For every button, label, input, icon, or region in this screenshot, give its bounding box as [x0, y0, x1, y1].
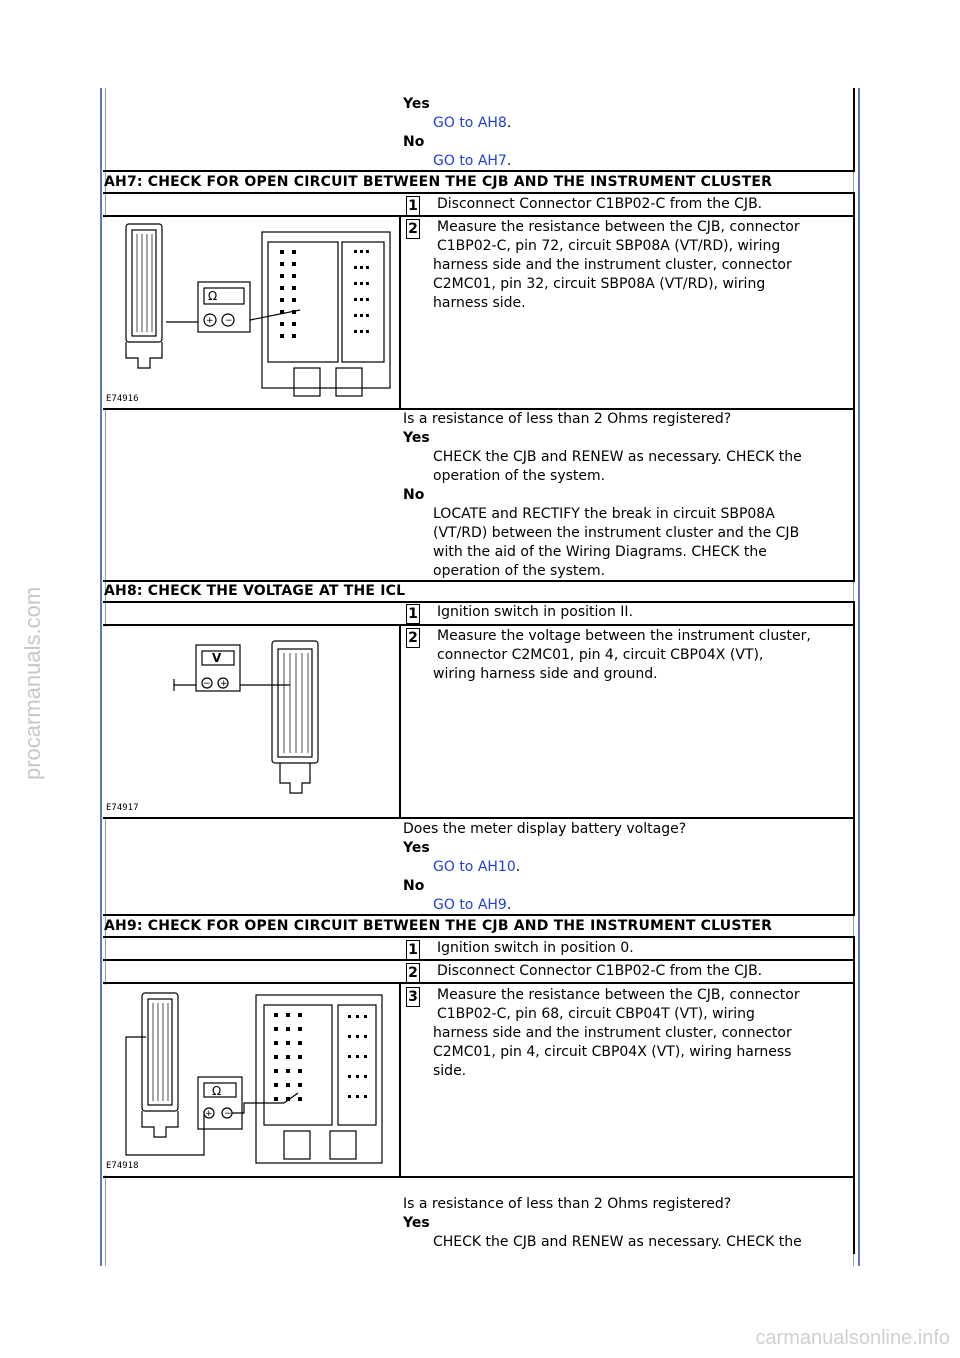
figure-ah9 — [104, 985, 398, 1175]
yes-label: Yes — [403, 96, 430, 112]
no-label: No — [403, 487, 425, 503]
step-text: harness side and the instrument cluster, connector — [433, 1025, 792, 1041]
svg-text:−: − — [203, 679, 211, 689]
step-number: 1 — [406, 940, 420, 960]
row-divider — [103, 1176, 855, 1178]
right-margin-rule — [858, 88, 860, 1266]
row-divider — [103, 982, 855, 984]
yes-label: Yes — [403, 1215, 430, 1231]
svg-text:−: − — [225, 316, 233, 326]
cell-border — [853, 601, 855, 625]
no-label: No — [403, 134, 425, 150]
no-text: operation of the system. — [433, 563, 606, 579]
figure-ah7 — [104, 218, 398, 408]
figure-code: E74916 — [106, 394, 139, 404]
svg-text:−: − — [224, 1109, 232, 1119]
yes-label: Yes — [403, 840, 430, 856]
side-watermark: procarmanuals.com — [20, 586, 45, 780]
section-title-ah7: AH7: CHECK FOR OPEN CIRCUIT BETWEEN THE CJB AND THE INSTRUMENT CLUSTER — [104, 174, 773, 190]
yes-text: CHECK the CJB and RENEW as necessary. CHECK the — [433, 449, 802, 465]
cell-border — [399, 624, 401, 818]
step-number: 3 — [406, 987, 420, 1007]
goto-ah8-link[interactable]: GO to AH8 — [433, 115, 507, 131]
cell-border — [853, 936, 855, 960]
row-divider — [103, 624, 855, 626]
cell-border — [853, 959, 855, 983]
row-divider — [103, 936, 855, 938]
wiring-diagram-illustration — [104, 218, 398, 408]
row-divider — [103, 817, 855, 819]
cell-border — [853, 624, 855, 818]
step-text: Ignition switch in position II. — [437, 604, 634, 620]
figure-code: E74918 — [106, 1161, 139, 1171]
wiring-diagram-illustration — [104, 627, 398, 817]
step-number: 2 — [406, 628, 420, 648]
meter-symbol: Ω — [212, 1084, 222, 1098]
step-text: Measure the voltage between the instrument cluster, — [437, 628, 811, 644]
meter-symbol: Ω — [208, 289, 218, 303]
cell-border — [399, 982, 401, 1176]
figure-ah8 — [104, 627, 398, 817]
question-text: Is a resistance of less than 2 Ohms registered? — [403, 1196, 732, 1212]
cell-border — [853, 408, 855, 580]
section-title-ah8: AH8: CHECK THE VOLTAGE AT THE ICL — [104, 583, 406, 599]
cell-border — [399, 215, 401, 409]
step-text: Disconnect Connector C1BP02-C from the CJB. — [437, 963, 763, 979]
step-text: connector C2MC01, pin 4, circuit CBP04X (VT), — [437, 647, 764, 663]
yes-label: Yes — [403, 430, 430, 446]
cell-border — [853, 88, 855, 170]
meter-symbol: V — [212, 651, 222, 665]
row-divider — [103, 192, 855, 194]
goto-ah7-link[interactable]: GO to AH7 — [433, 153, 507, 169]
yes-text: CHECK the CJB and RENEW as necessary. CHECK the — [433, 1234, 802, 1250]
section-title-ah9: AH9: CHECK FOR OPEN CIRCUIT BETWEEN THE CJB AND THE INSTRUMENT CLUSTER — [104, 918, 773, 934]
step-number: 1 — [406, 604, 420, 624]
no-text: (VT/RD) between the instrument cluster and the CJB — [433, 525, 800, 541]
svg-text:+: + — [206, 316, 214, 326]
step-text: Disconnect Connector C1BP02-C from the CJB. — [437, 196, 763, 212]
cell-border — [853, 192, 855, 216]
step-number: 2 — [406, 963, 420, 983]
step-number: 1 — [406, 196, 420, 216]
footer-watermark: carmanualsonline.info — [755, 1327, 950, 1349]
goto-ah9-link[interactable]: GO to AH9 — [433, 897, 507, 913]
svg-text:+: + — [205, 1109, 213, 1119]
step-text: C1BP02-C, pin 72, circuit SBP08A (VT/RD), wiring — [437, 238, 781, 254]
left-margin-rule — [100, 88, 102, 1266]
wiring-diagram-illustration — [104, 985, 398, 1175]
yes-text: operation of the system. — [433, 468, 606, 484]
no-text: with the aid of the Wiring Diagrams. CHECK the — [433, 544, 767, 560]
no-label: No — [403, 878, 425, 894]
goto-ah10-link[interactable]: GO to AH10 — [433, 859, 516, 875]
step-text: side. — [433, 1063, 467, 1079]
step-text: harness side and the instrument cluster, connector — [433, 257, 792, 273]
step-number: 2 — [406, 219, 420, 239]
row-divider — [103, 215, 855, 217]
step-text: Ignition switch in position 0. — [437, 940, 634, 956]
cell-border — [853, 817, 855, 915]
step-text: Measure the resistance between the CJB, connector — [437, 987, 800, 1003]
step-text: C2MC01, pin 4, circuit CBP04X (VT), wiring harness — [433, 1044, 792, 1060]
step-text: C2MC01, pin 32, circuit SBP08A (VT/RD), wiring — [433, 276, 766, 292]
cell-border — [853, 215, 855, 409]
question-text: Does the meter display battery voltage? — [403, 821, 687, 837]
step-text: wiring harness side and ground. — [433, 666, 658, 682]
no-text: LOCATE and RECTIFY the break in circuit SBP08A — [433, 506, 775, 522]
cell-border — [853, 1176, 855, 1254]
cell-border — [853, 982, 855, 1176]
question-text: Is a resistance of less than 2 Ohms registered? — [403, 411, 732, 427]
figure-code: E74917 — [106, 803, 139, 813]
step-text: C1BP02-C, pin 68, circuit CBP04T (VT), wiring — [437, 1006, 755, 1022]
step-text: Measure the resistance between the CJB, connector — [437, 219, 800, 235]
row-divider — [103, 959, 855, 961]
step-text: harness side. — [433, 295, 526, 311]
svg-text:+: + — [220, 679, 228, 689]
